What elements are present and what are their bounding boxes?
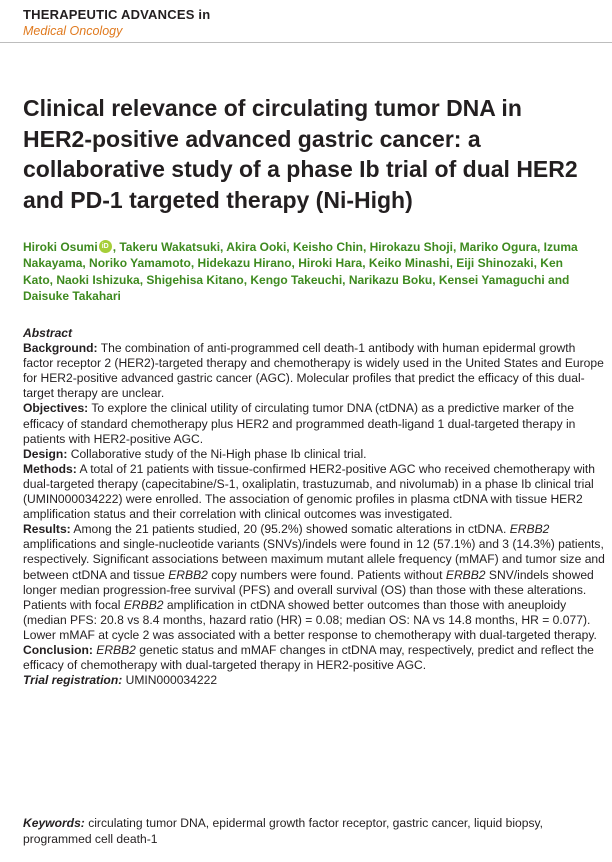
gene-name: ERBB2 [445, 567, 486, 582]
background-text: The combination of anti-programmed cell death-1 antibody with human epidermal growth factor receptor 2 (HER2)-targeted therapy and chemotherapy is widely used in the United States and Europe for HER2-positive advanced gastric cancer (AGC). Molecular profiles that predict the efficacy of this dual-target therapy are unclear. [23, 341, 604, 401]
abstract-conclusion [23, 643, 608, 673]
gene-name: ERBB2 [96, 642, 136, 657]
keywords-label: Keywords: [23, 816, 85, 830]
methods-text: A total of 21 patients with tissue-confirmed HER2-positive AGC who received chemotherapy with dual-targeted therapy (capecitabine/S-1, oxaliplatin, trastuzumab, and nivolumab) in a phase Ib clinical trial (UMIN000034222) were enrolled. The association of genomic profiles in plasma ctDNA with tissue HER2 amplification status and their correlation with clinical outcomes was investigated. [23, 461, 596, 522]
author-list [23, 239, 593, 304]
trial-registration-text: UMIN000034222 [122, 673, 218, 688]
gene-name: ERBB2 [168, 567, 208, 582]
objectives-label: Objectives: [23, 401, 89, 416]
design-label: Design: [23, 446, 68, 461]
background-label: Background: [23, 341, 98, 356]
conclusion-label: Conclusion: [23, 642, 93, 657]
co-authors: , Takeru Wakatsuki, Akira Ooki, Keisho Chin, Hirokazu Shoji, Mariko Ogura, Izuma Nakayama, Noriko Yamamoto, Hidekazu Hirano, Hiroki Hara, Keiko Minashi, Eiji Shinozaki, Ken Kato, Naoki Ishizuka, Shigehisa Kitano, Kengo Takeuchi, Narikazu Boku, Kensei Yamaguchi and Daisuke Takahari [23, 240, 578, 303]
abstract-trial-registration [23, 673, 608, 688]
abstract-heading: Abstract [23, 326, 73, 340]
keywords-section [23, 815, 608, 847]
first-author[interactable]: Hiroki Osumi [23, 240, 98, 254]
article-title: Clinical relevance of circulating tumor DNA in HER2-positive advanced gastric cancer: a collaborative study of a phase Ib trial of dual HER2 and PD-1 targeted therapy (Ni-High) [23, 95, 578, 213]
abstract-design [23, 447, 608, 462]
journal-name: THERAPEUTIC ADVANCES in [23, 7, 211, 22]
trial-registration-label: Trial registration: [23, 673, 123, 688]
keywords-text: circulating tumor DNA, epidermal growth factor receptor, gastric cancer, liquid biopsy, programmed cell death-1 [23, 816, 544, 846]
conclusion-text: genetic status and mMAF changes in ctDNA may, respectively, predict and reflect the efficacy of chemotherapy with dual-targeted therapy in HER2-positive AGC. [23, 642, 594, 673]
gene-name: ERBB2 [123, 597, 164, 612]
results-text-1: Among the 21 patients studied, 20 (95.2%) showed somatic alterations in ctDNA. [70, 522, 510, 537]
results-text-2: amplifications and single-nucleotide variants (SNVs)/indels were found in 12 (57.1%) and 3 (14.3%) patients, respectively. Significant associations between maximum mutant allele frequency (mMAF) and tumor size and between ctDNA and tissue [23, 537, 605, 582]
header-divider [0, 42, 612, 43]
results-text-3: copy numbers were found. Patients without [207, 567, 446, 582]
abstract-background [23, 341, 608, 401]
results-text-4: SNV/indels showed longer median progression-free survival (PFS) and overall survival (OS) than those with these alterations. Patients with focal [23, 567, 594, 612]
orcid-icon[interactable]: iD [99, 240, 112, 253]
abstract-methods [23, 462, 608, 522]
methods-label: Methods: [23, 461, 77, 476]
objectives-text: To explore the clinical utility of circulating tumor DNA (ctDNA) as a predictive marker of the efficacy of standard chemotherapy plus HER2 and programmed death-ligand 1 dual-targeted therapy in patients with HER2-positive AGC. [23, 401, 576, 446]
results-label: Results: [23, 522, 71, 537]
results-text-5: amplification in ctDNA showed better outcomes than those with aneuploidy (median PFS: 20.8 vs 8.4 months, hazard ratio (HR) = 0.08; median OS: NA vs 14.8 months, HR = 0.077). Lower mMAF at cycle 2 was associated with a better response to chemotherapy with dual-targeted therapy. [23, 597, 597, 642]
gene-name: ERBB2 [509, 522, 550, 537]
journal-subtitle: Medical Oncology [23, 24, 123, 38]
journal-header [23, 7, 210, 39]
design-text: Collaborative study of the Ni-High phase Ib clinical trial. [67, 446, 367, 461]
abstract-results [23, 522, 608, 643]
abstract-objectives [23, 401, 608, 446]
abstract-section [23, 326, 608, 688]
